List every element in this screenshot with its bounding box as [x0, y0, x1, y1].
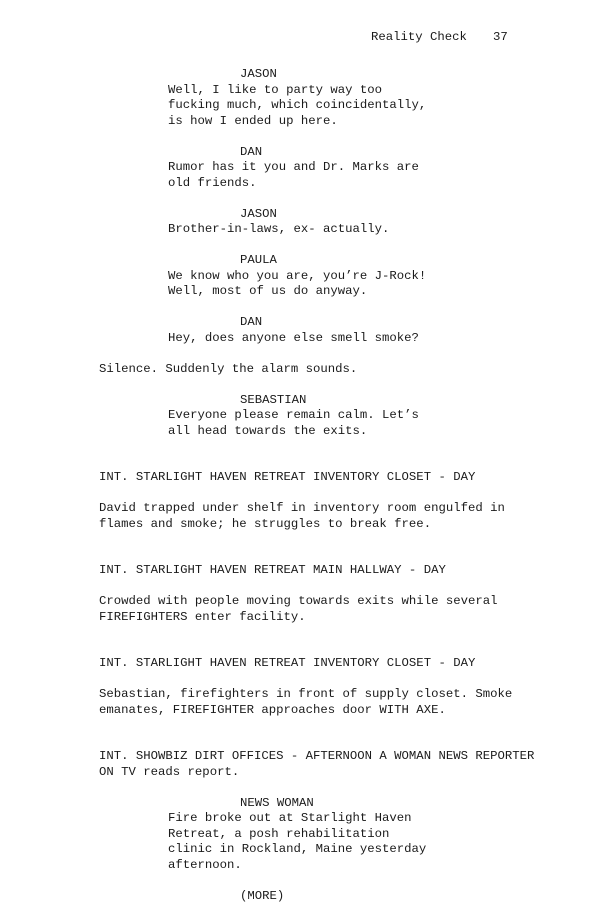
action-line: Sebastian, firefighters in front of supply closet. Smoke emanates, FIREFIGHTER approaches door WITH AXE. — [0, 687, 600, 718]
dialogue: Brother-in-laws, ex- actually. — [0, 222, 600, 238]
action-line: Silence. Suddenly the alarm sounds. — [0, 362, 600, 378]
character-name: NEWS WOMAN — [0, 796, 600, 812]
dialogue: We know who you are, you’re J-Rock! Well, most of us do anyway. — [0, 269, 600, 300]
script-title: Reality Check — [371, 30, 467, 44]
dialogue: Everyone please remain calm. Let’s all head towards the exits. — [0, 408, 600, 439]
page-header — [371, 30, 508, 46]
character-name: DAN — [0, 145, 600, 161]
action-line: David trapped under shelf in inventory room engulfed in flames and smoke; he struggles to break free. — [0, 501, 600, 532]
character-name: SEBASTIAN — [0, 393, 600, 409]
scene-heading: INT. STARLIGHT HAVEN RETREAT INVENTORY CLOSET - DAY — [0, 470, 600, 486]
page-number: 37 — [493, 30, 508, 44]
character-name: JASON — [0, 207, 600, 223]
scene-heading: INT. STARLIGHT HAVEN RETREAT INVENTORY CLOSET - DAY — [0, 656, 600, 672]
more-continuation: (MORE) — [0, 889, 600, 904]
character-name: JASON — [0, 67, 600, 83]
scene-heading: INT. SHOWBIZ DIRT OFFICES - AFTERNOON A WOMAN NEWS REPORTER ON TV reads report. — [0, 749, 600, 780]
action-line: Crowded with people moving towards exits while several FIREFIGHTERS enter facility. — [0, 594, 600, 625]
character-name: DAN — [0, 315, 600, 331]
dialogue: Fire broke out at Starlight Haven Retreat, a posh rehabilitation clinic in Rockland, Maine yesterday afternoon. — [0, 811, 600, 873]
scene-heading: INT. STARLIGHT HAVEN RETREAT MAIN HALLWAY - DAY — [0, 563, 600, 579]
dialogue: Rumor has it you and Dr. Marks are old friends. — [0, 160, 600, 191]
script-body — [0, 67, 600, 904]
character-name: PAULA — [0, 253, 600, 269]
dialogue: Well, I like to party way too fucking much, which coincidentally, is how I ended up here. — [0, 83, 600, 130]
dialogue: Hey, does anyone else smell smoke? — [0, 331, 600, 347]
